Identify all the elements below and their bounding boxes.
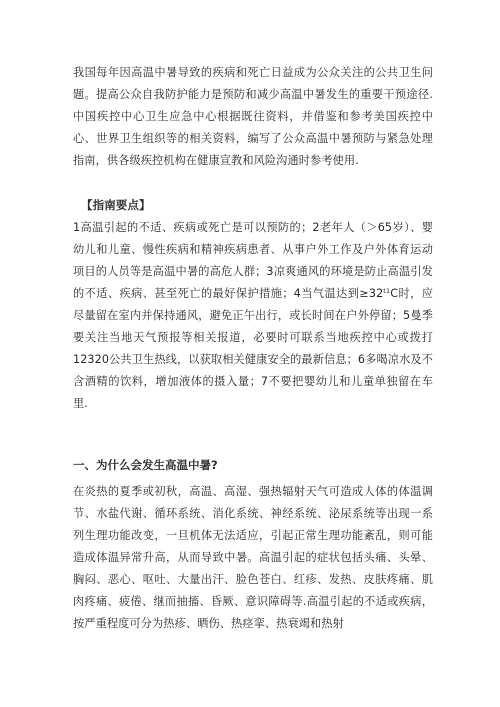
key-points-paragraph (73, 217, 433, 415)
key-points-heading: 【指南要点】 (81, 198, 151, 212)
key-points-superscript: t1 (383, 287, 391, 295)
key-points-text-part1: 1高温引起的不适、疾病或死亡是可以预防的；2老年人（＞65岁）、婴幼儿和儿童、慢性疾病和精神疾病患者、从事户外工作及户外体育运动项目的人员等是高温中暑的高危人群；3凉爽通风的环境是防止高温引发的不适、疾病、甚至死亡的最好保护措施；4当气温达到≥32 (73, 221, 433, 300)
section1-paragraph: 在炎热的夏季或初秋，高温、高湿、强热辐射天气可造成人体的体温调节、水盐代谢、循环系统、消化系统、神经系统、泌尿系统等出现一系列生理功能改变，一旦机体无法适应，引起正常生理功能紊乱，则可能造成体温异常升高，从而导致中暑。高温引起的症状包括头痛、头晕、胸闷、恶心、呕吐、大量出汗、脸色苍白、红疹、发热、皮肤疼痛、肌肉疼痛、疲倦、继而抽搐、昏厥、意识障碍等.高温引起的不适或疾病，按严重程度可分为热疹、晒伤、热痉挛、热衰竭和热射 (73, 485, 433, 630)
intro-paragraph: 我国每年因高温中暑导致的疾病和死亡日益成为公众关注的公共卫生问题。提高公众自我防护能力是预防和减少高温中暑发生的重要干预途径.中国疾控中心卫生应急中心根据既往资料，并借鉴和参考美国疾控中心、世界卫生组织等的相关资料，编写了公众高温中暑预防与紧急处理指南，供各级疾控机构在健康宣教和风险沟通时参考使用. (73, 66, 433, 167)
section-heading-why-heatstroke: 一、为什么会发生高温中暑? (73, 458, 218, 472)
key-points-text-part2: C时，应尽量留在室内并保持通风，避免正午出行，或长时间在户外停留；5曼季要关注当地天气预报等相关报道，必要时可联系当地疾控中心或拨打12320公共卫生热线，以获取相关健康安全的最新信息；6多喝凉水及不含酒精的饮料，增加液体的摄入量；7不要把婴幼儿和儿童单独留在车里. (73, 287, 433, 410)
